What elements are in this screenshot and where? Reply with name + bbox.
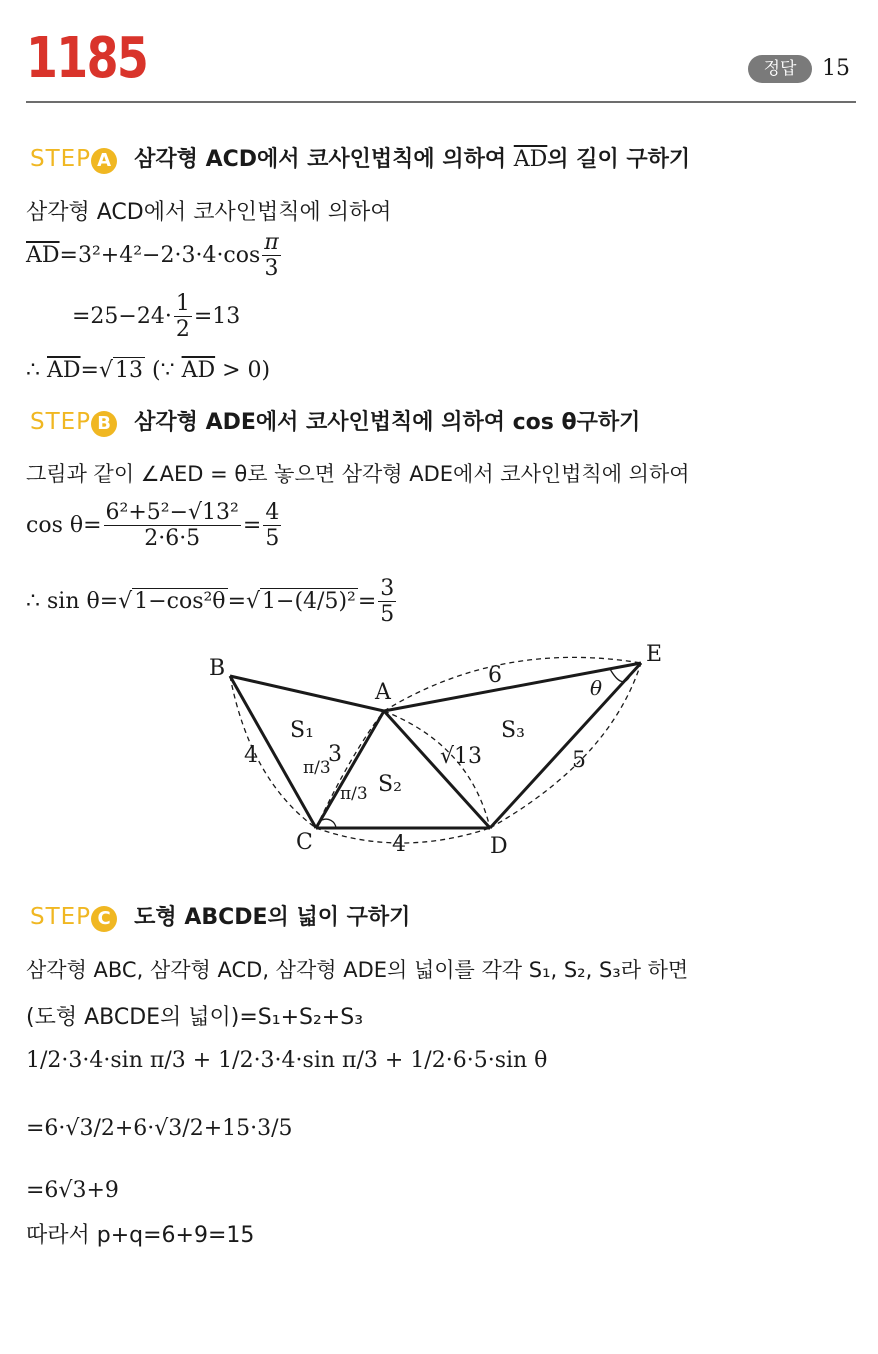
segment-ad [384, 711, 490, 828]
label-e: E [646, 642, 663, 667]
step-c-line1: 삼각형 ABC, 삼각형 ACD, 삼각형 ADE의 넓이를 각각 S₁, S₂, S₃라 하면 [26, 958, 689, 982]
label-len-ad: √13 [440, 744, 483, 769]
radicand: 1−cos²θ [134, 589, 226, 614]
frac-den: 2 [175, 317, 190, 342]
answer-value: 15 [822, 56, 850, 81]
step-c-badge: C [91, 906, 117, 932]
positive: > 0) [215, 358, 271, 383]
equals: = [227, 589, 246, 614]
step-c-line3: 1/2·3·4·sin π/3 + 1/2·3·4·sin π/3 + 1/2·6·5·sin θ [26, 1048, 548, 1073]
frac-den: 3 [264, 256, 279, 281]
step-b-sin: ∴ sin θ=√1−cos²θ=√1−(4/5)²= $\frac{3}{5}$ [26, 576, 395, 627]
step-a-line1: 삼각형 ACD에서 코사인법칙에 의하여 [26, 200, 392, 225]
therefore: ∴ [26, 358, 47, 383]
frac-den: 2·6·5 [144, 526, 201, 551]
label-b: B [209, 656, 226, 681]
label-len-ae: 6 [488, 663, 502, 688]
step-a-line3-a: =25−24· [72, 304, 172, 329]
ad-overline: $\overline{AD}$ [26, 243, 60, 268]
step-a-title-ad: $\overline{AD}$ [513, 147, 548, 172]
problem-number: 1185 [26, 26, 148, 91]
label-a: A [375, 680, 391, 705]
step-a-title-post: 의 길이 구하기 [547, 147, 691, 172]
step-b-line1: 그림과 같이 ∠AED = θ로 놓으면 삼각형 ADE에서 코사인법칙에 의하여 [26, 462, 690, 486]
step-a-title-pre: 삼각형 ACD에서 코사인법칙에 의하여 [134, 147, 514, 172]
radicand: 1−(4/5)² [262, 589, 356, 614]
step-c-line2: (도형 ABCDE의 넓이)=S₁+S₂+S₃ [26, 1005, 364, 1030]
equals: = [80, 358, 99, 383]
label-len-bc: 4 [244, 743, 258, 768]
step-c-line4: =6·√3/2+6·√3/2+15·3/5 [26, 1116, 293, 1141]
step-c-title: 도형 ABCDE의 넓이 구하기 [134, 905, 411, 930]
frac-den: 5 [265, 526, 280, 551]
label-len-cd: 4 [392, 832, 406, 857]
frac-den: 5 [380, 602, 395, 627]
label-s2: S₂ [378, 772, 402, 797]
step-a-line3-b: =13 [193, 304, 241, 329]
segment-ba [230, 676, 384, 711]
step-a-line4: ∴ $\overline{AD}=√13$ (∵ $\overline{AD} > 0$) [26, 358, 271, 383]
label-angle-2: π/3 [340, 784, 368, 804]
step-a-line2-rest: =3²+4²−2·3·4·cos [59, 243, 261, 268]
label-len-ac: 3 [328, 742, 342, 767]
frac-num: π [264, 230, 279, 255]
step-c-label: STEP [30, 904, 92, 930]
equals: = [357, 589, 377, 614]
radicand: 13 [115, 358, 143, 383]
sin-lhs: ∴ sin θ= [26, 589, 119, 614]
segment-bc [230, 676, 316, 828]
ad-overline: $\overline{AD}$ [181, 358, 216, 383]
label-angle-1: π/3 [303, 758, 331, 778]
frac-num: 4 [265, 500, 280, 525]
ad-overline: $\overline{AD}$ [47, 358, 81, 383]
label-s1: S₁ [290, 718, 314, 743]
step-c-header [30, 900, 410, 932]
label-d: D [490, 834, 508, 859]
label-s3: S₃ [501, 718, 525, 743]
step-c-line6: 따라서 p+q=6+9=15 [26, 1223, 255, 1248]
label-theta: θ [590, 676, 603, 700]
label-len-de: 5 [572, 748, 586, 773]
cos-lhs: cos θ= [26, 513, 102, 538]
step-a-badge: A [91, 148, 117, 174]
frac-num: 1 [175, 291, 190, 316]
step-c-line5: =6√3+9 [26, 1178, 119, 1203]
step-b-badge: B [91, 411, 117, 437]
frac-num: 3 [380, 576, 395, 601]
equals: = [242, 513, 262, 538]
answer-badge: 정답 [748, 55, 812, 83]
because: (∵ [145, 358, 182, 383]
frac-num: 6²+5²−√13² [105, 500, 239, 525]
step-a-label: STEP [30, 146, 92, 172]
label-c: C [296, 830, 313, 855]
step-b-title: 삼각형 ADE에서 코사인법칙에 의하여 cos θ구하기 [134, 410, 641, 435]
angle-arc-e [610, 669, 630, 682]
step-b-label: STEP [30, 409, 92, 435]
